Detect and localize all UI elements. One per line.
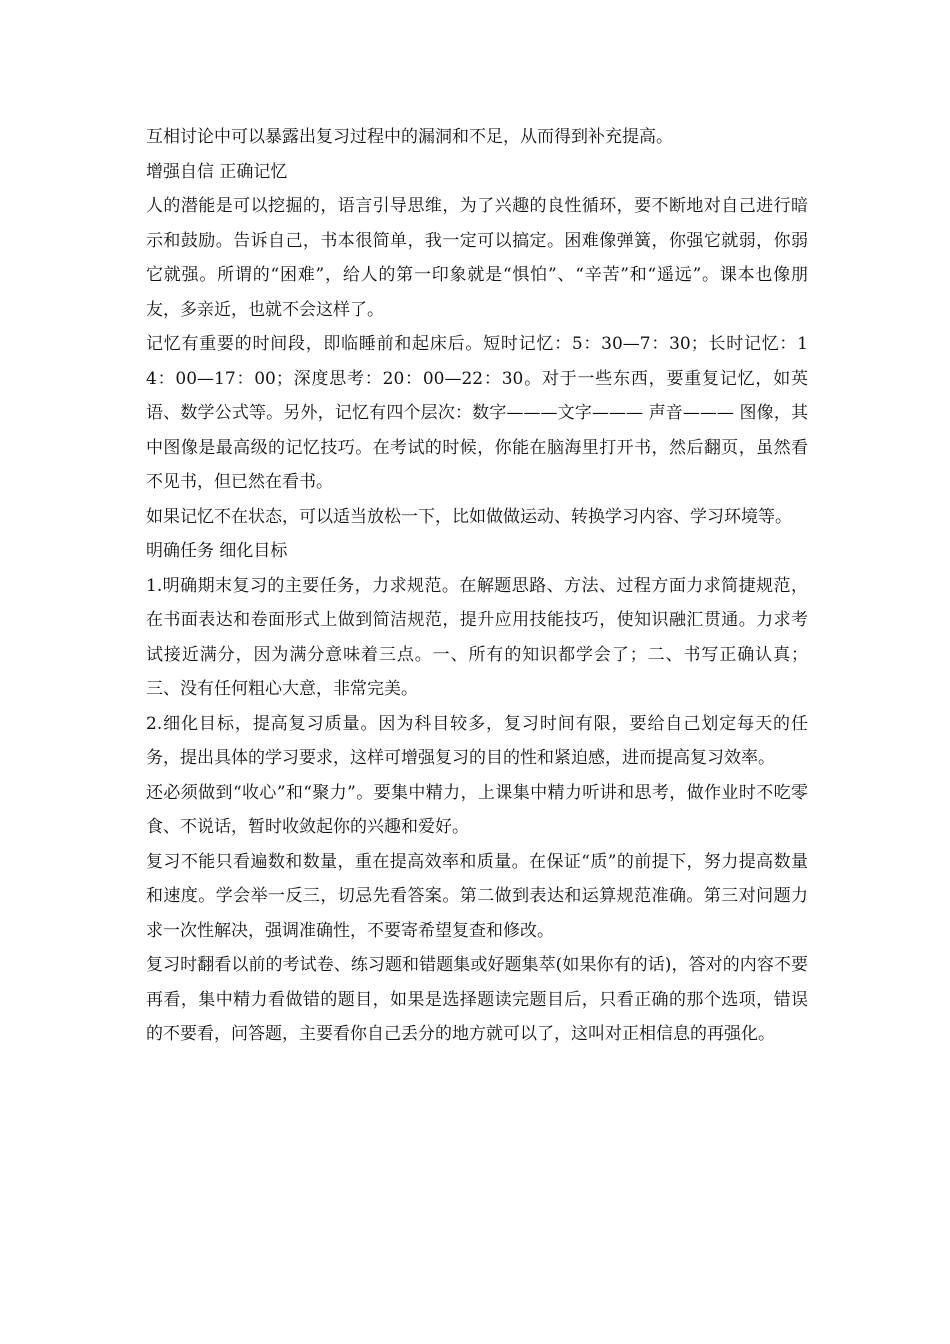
paragraph-relax: 如果记忆不在状态，可以适当放松一下，比如做做运动、转换学习内容、学习环境等。 [146, 506, 792, 527]
paragraph-memory-time: 记忆有重要的时间段，即临睡前和起床后。短时记忆：5：30—7：30；长时记忆：14：00—17：00；深度思考：20：00—22：30。对于一些东西，要重复记忆，如英语、数学公式等。另外，记忆有四个层次：数字———文字——— 声音——— 图像，其中图像是最高级的记忆技巧。在考试的时候，你能在脑海里打开书，然后翻页，虽然看不见书，但已然在看书。 [146, 334, 808, 492]
paragraph-task-2: 2.细化目标，提高复习质量。因为科目较多，复习时间有限，要给自己划定每天的任务，提出具体的学习要求，这样可增强复习的目的性和紧迫感，进而提高复习效率。 [146, 713, 808, 768]
paragraph-task-1: 1.明确期末复习的主要任务，力求规范。在解题思路、方法、过程方面力求简捷规范，在书面表达和卷面形式上做到简洁规范，提升应用技能技巧，使知识融汇贯通。力求考试接近满分，因为满分意味着三点。一、所有的知识都学会了；二、书写正确认真；三、没有任何粗心大意，非常完美。 [146, 575, 808, 699]
paragraph-review-errors: 复习时翻看以前的考试卷、练习题和错题集或好题集萃(如果你有的话)，答对的内容不要再看，集中精力看做错的题目，如果是选择题读完题目后，只看正确的那个选项，错误的不要看，问答题，主要看你自己丢分的地方就可以了，这叫对正相信息的再强化。 [146, 955, 808, 1044]
paragraph-potential: 人的潜能是可以挖掘的，语言引导思维，为了兴趣的良性循环，要不断地对自己进行暗示和鼓励。告诉自己，书本很简单，我一定可以搞定。困难像弹簧，你强它就弱，你弱它就强。所谓的“困难”，给人的第一印象就是“惧怕”、“辛苦”和“遥远”。课本也像朋友，多亲近，也就不会这样了。 [146, 196, 808, 320]
paragraph-discussion: 互相讨论中可以暴露出复习过程中的漏洞和不足，从而得到补充提高。 [146, 127, 673, 147]
paragraph-quality: 复习不能只看遍数和数量，重在提高效率和质量。在保证“质”的前提下，努力提高数量和速度。学会举一反三，切忌先看答案。第二做到表达和运算规范准确。第三对问题力求一次性解决，强调准确性，不要寄希望复查和修改。 [146, 851, 808, 941]
paragraph-focus: 还必须做到“收心”和“聚力”。要集中精力，上课集中精力听讲和思考，做作业时不吃零食、不说话，暂时收敛起你的兴趣和爱好。 [146, 782, 808, 837]
section-heading-confidence-memory: 增强自信 正确记忆 [146, 161, 288, 182]
document-body [146, 120, 808, 1052]
section-heading-task-goal: 明确任务 细化目标 [146, 541, 288, 561]
